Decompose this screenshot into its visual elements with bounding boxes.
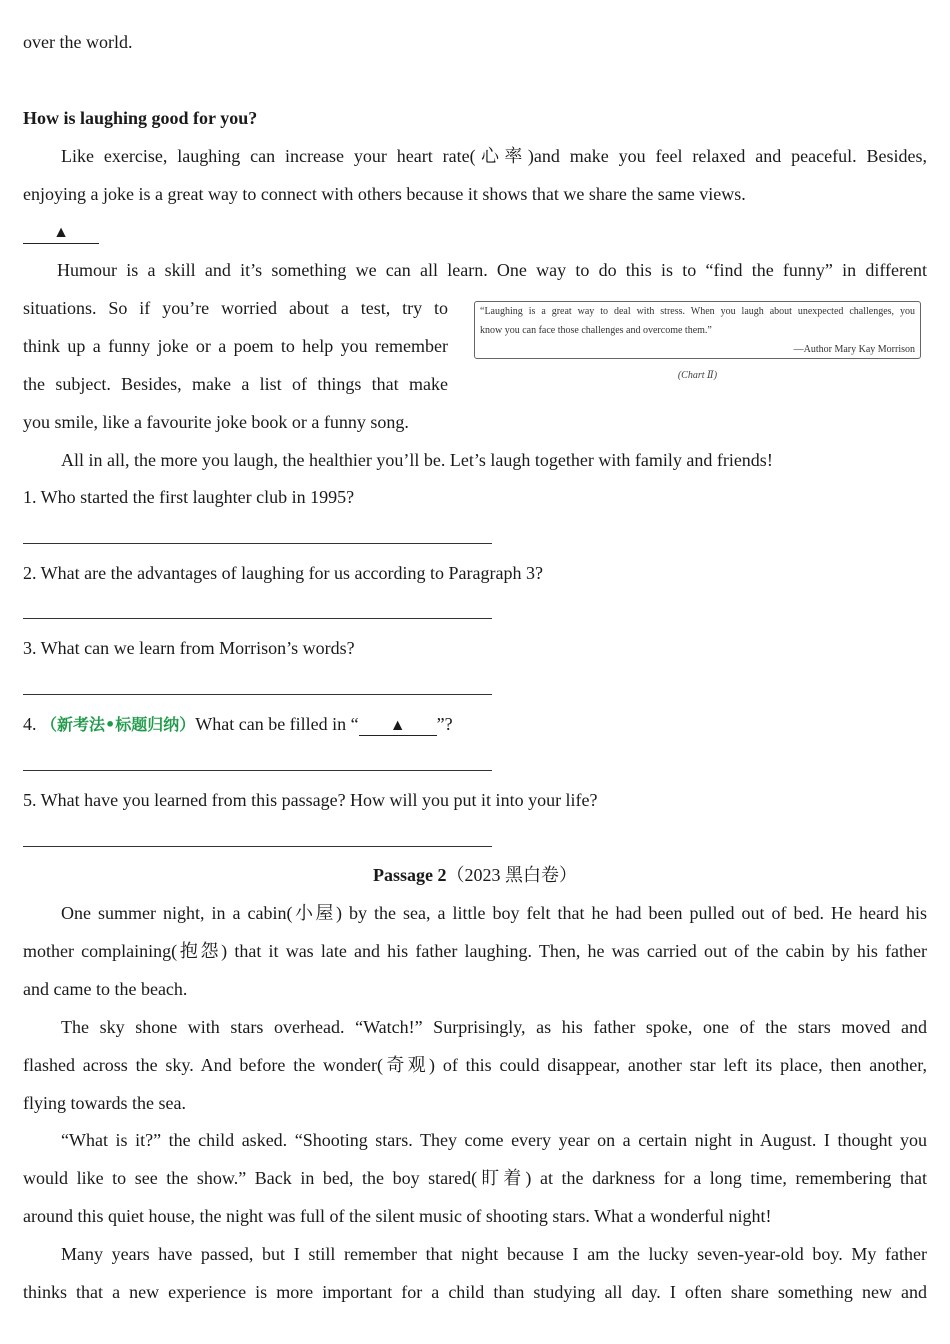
paragraph-line: and came to the beach. [23,979,188,999]
paragraph-line: think up a funny joke or a poem to help you remember [23,336,448,356]
paragraph-line: thinks that a new experience is more important for a child than studying all day. I often share something new and [23,1282,927,1302]
paragraph-line: flashed across the sky. And before the wonder(奇观) of this could disappear, another star left its place, then another, [23,1055,927,1075]
question-1: 1. Who started the first laughter club in 1995? [23,487,355,507]
section-heading: How is laughing good for you? [23,108,258,128]
paragraph-line: flying towards the sea. [23,1093,186,1113]
paragraph-line: around this quiet house, the night was full of the silent music of shooting stars. What a wonderful night! [23,1206,772,1226]
paragraph-line: situations. So if you’re worried about a test, try to [23,298,448,318]
passage-title-text: Passage 2 [373,865,447,885]
quote-box [474,301,921,359]
question-2: 2. What are the advantages of laughing for us according to Paragraph 3? [23,563,543,583]
answer-line-2[interactable] [23,618,492,619]
paragraph-line: “What is it?” the child asked. “Shooting stars. They come every year on a certain night in August. I thought you [61,1130,927,1150]
question-3: 3. What can we learn from Morrison’s words? [23,638,355,658]
passage-source: （2023 黑白卷） [446,865,577,885]
answer-line-3[interactable] [23,694,492,695]
paragraph-line: All in all, the more you laugh, the healthier you’ll be. Let’s laugh together with family and friends! [61,450,773,470]
paragraph-line: Like exercise, laughing can increase your heart rate(心率)and make you feel relaxed and peaceful. Besides, [61,146,927,166]
chart-caption: (Chart Ⅱ) [677,370,718,381]
quote-text: “Laughing is a great way to deal with stress. When you laugh about unexpected challenges, you [480,306,915,317]
paragraph-line: Humour is a skill and it’s something we can all learn. One way to do this is to “find the funny” in different [57,260,927,280]
paragraph-line: the subject. Besides, make a list of things that make [23,374,448,394]
paragraph-line: One summer night, in a cabin(小屋) by the sea, a little boy felt that he had been pulled out of bed. He heard his [61,903,927,923]
quote-text: know you can face those challenges and overcome them.” [480,325,712,336]
heading-blank: ▲ [23,223,99,244]
question-text: What can be filled in “ [195,714,359,734]
passage-title [23,865,927,885]
paragraph-line: mother complaining(抱怨) that it was late and his father laughing. Then, he was carried out of the cabin by his father [23,941,927,961]
paragraph-line: you smile, like a favourite joke book or a funny song. [23,412,409,432]
question-number: 4. [23,714,37,734]
paragraph-line: enjoying a joke is a great way to connect with others because it shows that we share the same views. [23,184,746,204]
quote-author: —Author Mary Kay Morrison [793,344,915,355]
answer-line-4[interactable] [23,770,492,771]
question-4 [23,714,927,736]
paragraph-line: Many years have passed, but I still remember that night because I am the lucky seven-year-old boy. My father [61,1244,927,1264]
question-5: 5. What have you learned from this passage? How will you put it into your life? [23,790,598,810]
answer-line-5[interactable] [23,846,492,847]
question-text-end: ”? [436,714,453,734]
text-line: over the world. [23,32,133,52]
answer-line-1[interactable] [23,543,492,544]
paragraph-line: would like to see the show.” Back in bed, the boy stared(盯着) at the darkness for a long time, remembering that [23,1168,927,1188]
inline-blank: ▲ [359,717,437,736]
question-tag: （新考法•标题归纳） [41,715,196,734]
paragraph-line: The sky shone with stars overhead. “Watch!” Surprisingly, as his father spoke, one of the stars moved and [61,1017,927,1037]
